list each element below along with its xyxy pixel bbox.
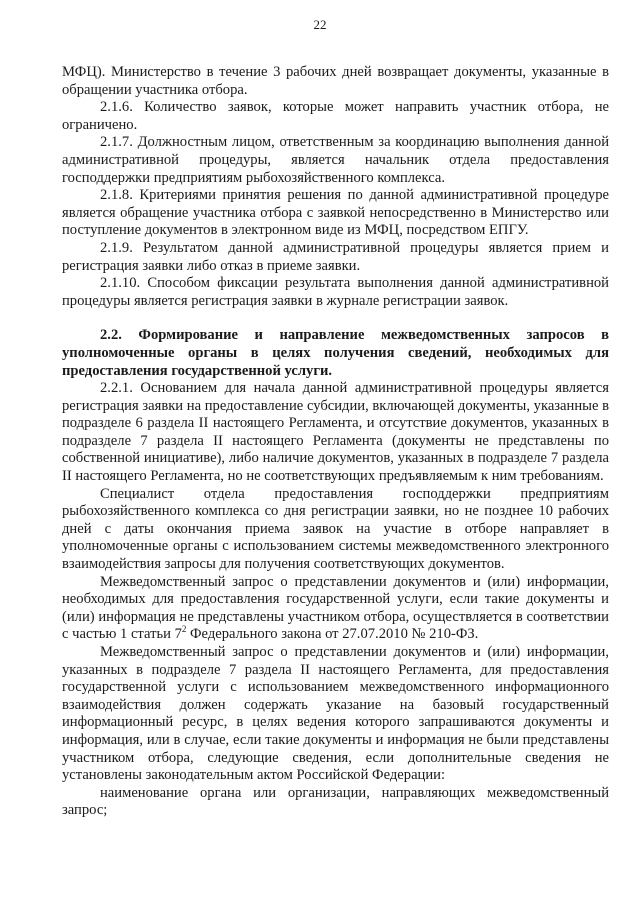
paragraph: 2.1.9. Результатом данной административной процедуры является прием и регистрация заявки либо отказ в приеме заявки. <box>62 239 609 274</box>
paragraph: 2.2.1. Основанием для начала данной административной процедуры является регистрация заявки на предоставление субсидии, включающей документы, указанные в подразделе 6 раздела II настоящего Регламента, и отсутствие документов, указанных в подразделе 7 раздела II настоящего Регламента (документы не представлены по собственной инициативе), либо наличие документов, указанных в подразделе 7 раздела II настоящего Регламента, но не соответствующих предъявляемым к ним требованиям. <box>62 380 609 485</box>
law-superscript: 2 <box>181 624 187 635</box>
document-body <box>62 64 609 820</box>
paragraph: Межведомственный запрос о представлении документов и (или) информации, указанных в подразделе 7 раздела II настоящего Регламента, для предоставления государственной услуги с использованием межведомственного информационного взаимодействия должен содержать указание на базовый государственный информационный ресурс, в целях ведения которого запрашиваются документы и информация, или в случае, если такие документы и информация не были представлены участником отбора, следующие сведения, если дополнительные сведения не установлены законодательным актом Российской Федерации: <box>62 644 609 784</box>
section-spacer <box>62 310 609 327</box>
paragraph: наименование органа или организации, направляющих межведомственный запрос; <box>62 784 609 819</box>
page-number: 22 <box>313 17 327 32</box>
law-text-before: Межведомственный запрос о представлении документов и (или) информации, необходимых для предоставления государственной услуги, если такие документы и (или) информация не представлены участником отбора, осуществляется в соответствии с частью 1 статьи 7 <box>62 573 609 643</box>
paragraph: МФЦ). Министерство в течение 3 рабочих дней возвращает документы, указанные в обращении участника отбора. <box>62 64 609 98</box>
section-heading: 2.2. Формирование и направление межведомственных запросов в уполномоченные органы в целях получения сведений, необходимых для предоставления государственной услуги. <box>62 327 609 379</box>
law-text-after: Федерального закона от 27.07.2010 № 210-ФЗ. <box>186 626 479 643</box>
paragraph: 2.1.10. Способом фиксации результата выполнения данной административной процедуры является регистрация заявки в журнале регистрации заявок. <box>62 275 609 309</box>
paragraph: 2.1.8. Критериями принятия решения по данной административной процедуре является обращение участника отбора с заявкой непосредственно в Министерство или поступление документов в электронном виде из МФЦ, посредством ЕПГУ. <box>62 187 609 239</box>
paragraph: 2.1.6. Количество заявок, которые может направить участник отбора, не ограничено. <box>62 99 609 133</box>
paragraph-law-reference <box>62 574 609 644</box>
paragraph: 2.1.7. Должностным лицом, ответственным за координацию выполнения данной административной процедуры, является начальник отдела предоставления господдержки предприятиям рыбохозяйственного комплекса. <box>62 134 609 186</box>
paragraph: Специалист отдела предоставления господдержки предприятиям рыбохозяйственного комплекса со дня регистрации заявки, но не позднее 10 рабочих дней с даты окончания приема заявок на участие в отборе направляет в уполномоченные органы с использованием системы межведомственного электронного взаимодействия запросы для получения соответствующих документов. <box>62 485 609 573</box>
